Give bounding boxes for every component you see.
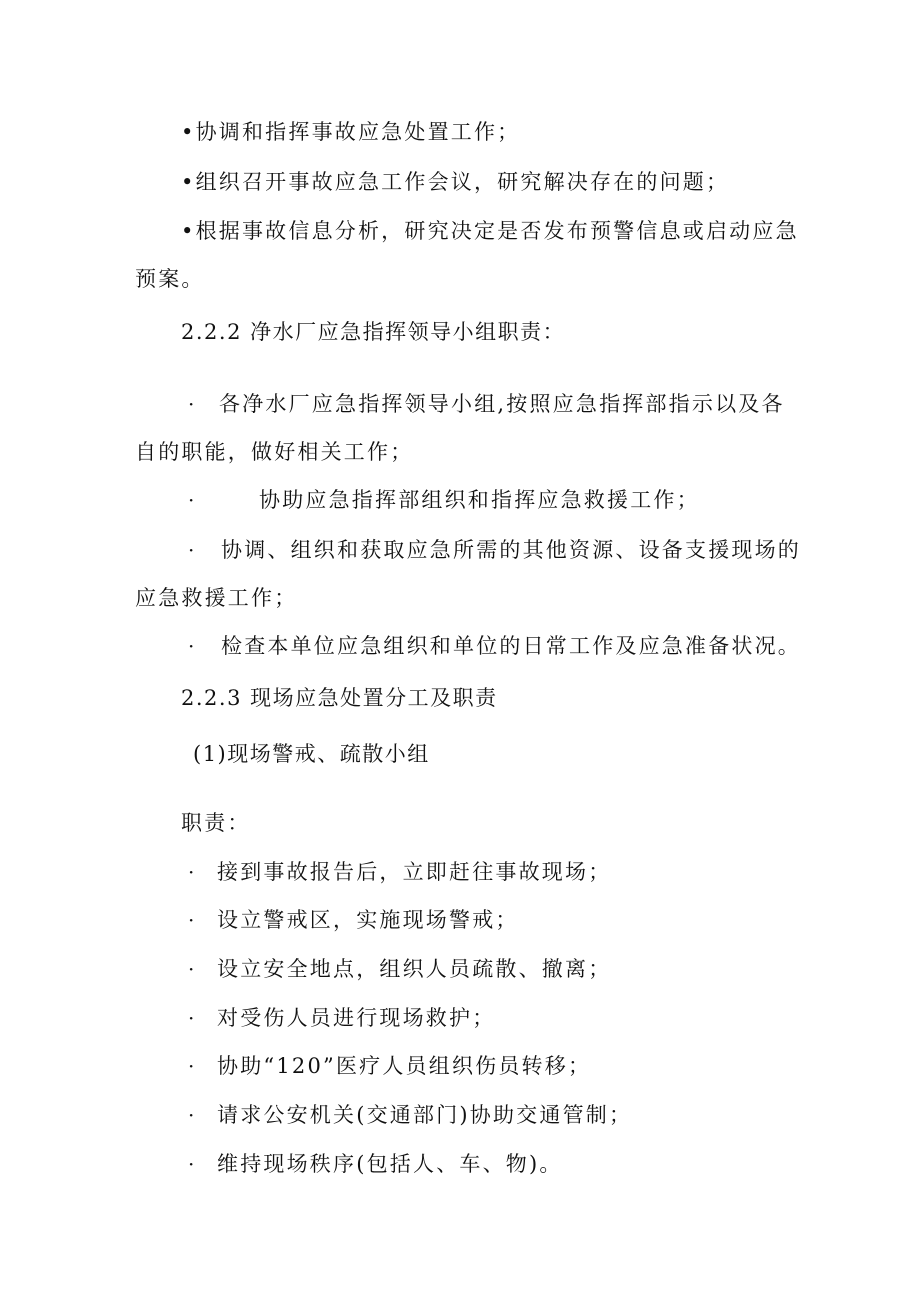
plant-duty-2: 协助应急指挥部组织和指挥应急救援工作； — [259, 488, 700, 512]
duties-label: 职责： — [181, 811, 251, 835]
team-duty-7: 维持现场秩序(包括人、车、物)。 — [217, 1152, 563, 1176]
bullet-dot: · — [188, 1152, 195, 1176]
plant-duty-1-cont: 自的职能，做好相关工作； — [135, 440, 414, 464]
bullet-dot: · — [188, 1006, 195, 1030]
team-duty-5: 协助“120”医疗人员组织伤员转移； — [217, 1054, 592, 1078]
duty-analyze-warning: •根据事故信息分析，研究决定是否发布预警信息或启动应急 — [181, 219, 799, 243]
group-title-cordon-evacuation: (1)现场警戒、疏散小组 — [193, 742, 430, 766]
team-duty-3: 设立安全地点，组织人员疏散、撤离； — [217, 957, 612, 981]
bullet-dot: · — [188, 488, 195, 512]
duty-coordinate-command: •协调和指挥事故应急处置工作； — [181, 120, 521, 144]
plant-duty-1: 各净水厂应急指挥领导小组,按照应急指挥部指示以及各 — [219, 392, 785, 416]
team-duty-1: 接到事故报告后，立即赶往事故现场； — [217, 860, 612, 884]
duty-organize-meeting: •组织召开事故应急工作会议，研究解决存在的问题； — [181, 170, 730, 194]
bullet-dot: · — [188, 392, 195, 416]
bullet-dot: · — [188, 957, 195, 981]
team-duty-4: 对受伤人员进行现场救护； — [217, 1006, 496, 1030]
bullet-dot: · — [188, 634, 195, 658]
bullet-dot: · — [188, 1103, 195, 1127]
bullet-dot: · — [188, 538, 195, 562]
section-223-heading: 2.2.3 现场应急处置分工及职责 — [181, 686, 498, 710]
team-duty-2: 设立警戒区，实施现场警戒； — [217, 908, 519, 932]
team-duty-6: 请求公安机关(交通部门)协助交通管制； — [217, 1103, 633, 1127]
plant-duty-4: 检查本单位应急组织和单位的日常工作及应急准备状况。 — [221, 634, 801, 658]
section-222-heading: 2.2.2 净水厂应急指挥领导小组职责： — [181, 320, 566, 344]
plant-duty-3-cont: 应急救援工作； — [135, 586, 298, 610]
bullet-dot: · — [188, 908, 195, 932]
bullet-dot: · — [188, 1054, 195, 1078]
bullet-dot: · — [188, 860, 195, 884]
duty-analyze-warning-cont: 预案。 — [135, 267, 205, 291]
plant-duty-3: 协调、组织和获取应急所需的其他资源、设备支援现场的 — [221, 538, 801, 562]
